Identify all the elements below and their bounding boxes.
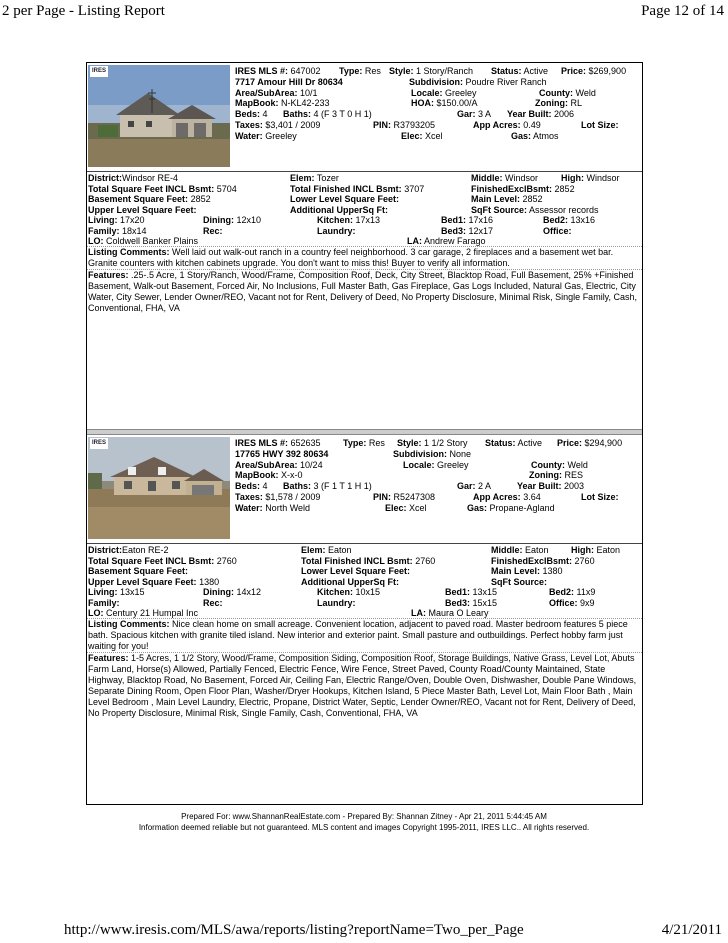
listing-comments: Listing Comments: Nice clean home on small acreage. Convenient location, adjacent to paved road. Master bedroom features 5 piece bath. Spacious kitchen with granite tiled island. New interior and exterior paint. Small pasture and outbuildings. Perfect hobby farm just waiting for you! (87, 619, 642, 653)
address: 17765 HWY 392 80634 (235, 448, 329, 459)
page-footer (0, 922, 728, 942)
listing-comments: Listing Comments: Well laid out walk-out ranch in a country feel neighborhood. 3 car garage, 2 fireplaces and a basement wet bar. Granite counters with kitchen cabinets upgrade. You don't want to miss this! Buyer to verify all information. (87, 247, 642, 270)
property-photo (88, 437, 230, 539)
page-number: Page 12 of 14 (641, 3, 724, 19)
prepared-by: Prepared For: www.ShannanRealEstate.com - Prepared By: Shannan Zitney - Apr 21, 2011 5:44:45 AM (181, 812, 547, 821)
price: $269,900 (588, 66, 627, 76)
mls-number: 652635 (290, 438, 321, 448)
report-url: http://www.iresis.com/MLS/awa/reports/listing?reportName=Two_per_Page (64, 922, 524, 938)
listing-agent: Maura O Leary (428, 608, 489, 618)
listing-office: Century 21 Humpal Inc (106, 608, 199, 618)
report-frame (86, 62, 643, 805)
listing-office: Coldwell Banker Plains (106, 236, 199, 246)
address: 7717 Amour Hill Dr 80634 (235, 76, 343, 87)
page-header (0, 0, 728, 26)
ires-logo: IRES (90, 66, 108, 77)
report-title: 2 per Page - Listing Report (2, 3, 165, 19)
property-photo (88, 65, 230, 167)
mls-number: 647002 (290, 66, 321, 76)
listing-1 (87, 63, 642, 314)
ires-logo: IRES (90, 438, 108, 449)
listing-details: District:Windsor RE-4 Elem: Tozer Middle: Windsor High: Windsor Total Square Feet INCL Bsmt: 5704 Total Finished INCL Bsmt: 3707 FinishedExclBsmt: 2852 Basement Square Feet: 2852 Lower Level Square Feet: Main Level: 2852 Upper Level Square Feet: Additional UpperSq Ft: SqFt Source: Assessor records Living: 17x20 Dining: 12x10 Kitchen: 17x13 Bed1: 17x16 Bed2: 13x16 Family: 18x14 Rec: Laundry: Bed3: 12x17 Office: LO: Coldwell Banker Plains LA: Andrew Farago Listing Comments: Well laid out walk-out ranch in a country feel neighborhood. 3 car garage, 2 fireplaces and a basement wet bar. Granite counters with kitchen cabinets upgrade. You don't want to miss this! Buyer to verify all information. Features: .25-.5 Acre, 1 Story/Ranch, Wood/Frame, Composition Roof, Deck, City Street, Blacktop Road, Full Basement, 25% +Finished Basement, Walk-out Basement, Forced Air, No Inclusions, Full Master Bath, Gas Fireplace, Gas Logs Included, Natural Gas, Electric, City Water, City Sewer, Lender Owner/REO, Vacant not for Rent, Delivery of Deed, No Property Disclosure, Minimal Risk, Single Family, Cash, Conventional, FHA, VA (87, 171, 642, 314)
disclaimer: Information deemed reliable but not guaranteed. MLS content and images Copyright 1995-2011, IRES LLC.. All rights reserved. (138, 823, 590, 832)
listing-summary: IRES MLS #: 647002 Type: Res Style: 1 Story/Ranch Status: Active Price: $269,900 7717 Amour Hill Dr 80634 Subdivision: Poudre River Ranch Area/SubArea: 10/1 Locale: Greeley County: Weld MapBook: N-KL42-233 HOA: $150.00/A Zoning: RL Beds: 4 Baths: 4 (F 3 T 0 H 1) Gar: 3 A Year Built: 2006 Taxes: $3,401 / 2009 PIN: R3793205 App Acres: 0.49 Lot Size: Water: Greeley Elec: Xcel Gas: Atmos (235, 66, 627, 141)
price: $294,900 (584, 438, 623, 448)
listing-summary: IRES MLS #: 652635 Type: Res Style: 1 1/2 Story Status: Active Price: $294,900 17765 HWY 392 80634 Subdivision: None Area/SubArea: 10/24 Locale: Greeley County: Weld MapBook: X-x-0 Zoning: RES Beds: 4 Baths: 3 (F 1 T 1 H 1) Gar: 2 A Year Built: 2003 Taxes: $1,578 / 2009 PIN: R5247308 App Acres: 3.64 Lot Size: Water: North Weld Elec: Xcel Gas: Propane-Agland (235, 438, 623, 513)
listing-features: Features: .25-.5 Acre, 1 Story/Ranch, Wood/Frame, Composition Roof, Deck, City Street, Blacktop Road, Full Basement, 25% +Finished Basement, Walk-out Basement, Forced Air, No Inclusions, Full Master Bath, Gas Fireplace, Gas Logs Included, Natural Gas, Electric, City Water, City Sewer, Lender Owner/REO, Vacant not for Rent, Delivery of Deed, No Property Disclosure, Minimal Risk, Single Family, Cash, Conventional, FHA, VA (88, 269, 638, 313)
listing-features: Features: 1-5 Acres, 1 1/2 Story, Wood/Frame, Composition Siding, Composition Roof, Storage Buildings, Native Grass, Level Lot, Abuts Farm Land, Horse(s) Allowed, Partially Fenced, Electric Fence, Wire Fence, Street Paved, County Road/County Maintained, State Highway, Blacktop Road, No Basement, Forced Air, Ceiling Fan, Electric Range/Oven, Double Oven, Dishwasher, Double Pane Windows, Separate Dining Room, Open Floor Plan, Washer/Dryer Hookups, Kitchen Island, 5 Piece Master Bath, Level Lot, Main Floor Bath , Main Level Bedroom , Main Level Laundry, Electric, Propane, District Water, Septic, Lender Owner/REO, Vacant not for Rent, Delivery of Deed, No Property Disclosure, Minimal Risk, Single Family, Cash, Conventional, FHA, VA (88, 652, 637, 718)
report-date: 4/21/2011 (661, 922, 722, 938)
listing-2 (87, 435, 642, 719)
listing-details: District:Eaton RE-2 Elem: Eaton Middle: Eaton High: Eaton Total Square Feet INCL Bsmt: 2760 Total Finished INCL Bsmt: 2760 FinishedExclBsmt: 2760 Basement Square Feet: Lower Level Square Feet: Main Level: 1380 Upper Level Square Feet: 1380 Additional UpperSq Ft: SqFt Source: Living: 13x15 Dining: 14x12 Kitchen: 10x15 Bed1: 13x15 Bed2: 11x9 Family: Rec: Laundry: Bed3: 15x15 Office: 9x9 LO: Century 21 Humpal Inc LA: Maura O Leary Listing Comments: Nice clean home on small acreage. Convenient location, adjacent to paved road. Master bedroom features 5 piece bath. Spacious kitchen with granite tiled island. New interior and exterior paint. Small pasture and outbuildings. Perfect hobby farm just waiting for you! Features: 1-5 Acres, 1 1/2 Story, Wood/Frame, Composition Siding, Composition Roof, Storage Buildings, Native Grass, Level Lot, Abuts Farm Land, Horse(s) Allowed, Partially Fenced, Electric Fence, Wire Fence, Street Paved, County Road/County Maintained, State Highway, Blacktop Road, No Basement, Forced Air, Ceiling Fan, Electric Range/Oven, Double Oven, Dishwasher, Double Pane Windows, Separate Dining Room, Open Floor Plan, Washer/Dryer Hookups, Kitchen Island, 5 Piece Master Bath, Level Lot, Main Floor Bath , Main Level Bedroom , Main Level Laundry, Electric, Propane, District Water, Septic, Lender Owner/REO, Vacant not for Rent, Delivery of Deed, No Property Disclosure, Minimal Risk, Single Family, Cash, Conventional, FHA, VA (87, 543, 642, 719)
listing-agent: Andrew Farago (424, 236, 486, 246)
